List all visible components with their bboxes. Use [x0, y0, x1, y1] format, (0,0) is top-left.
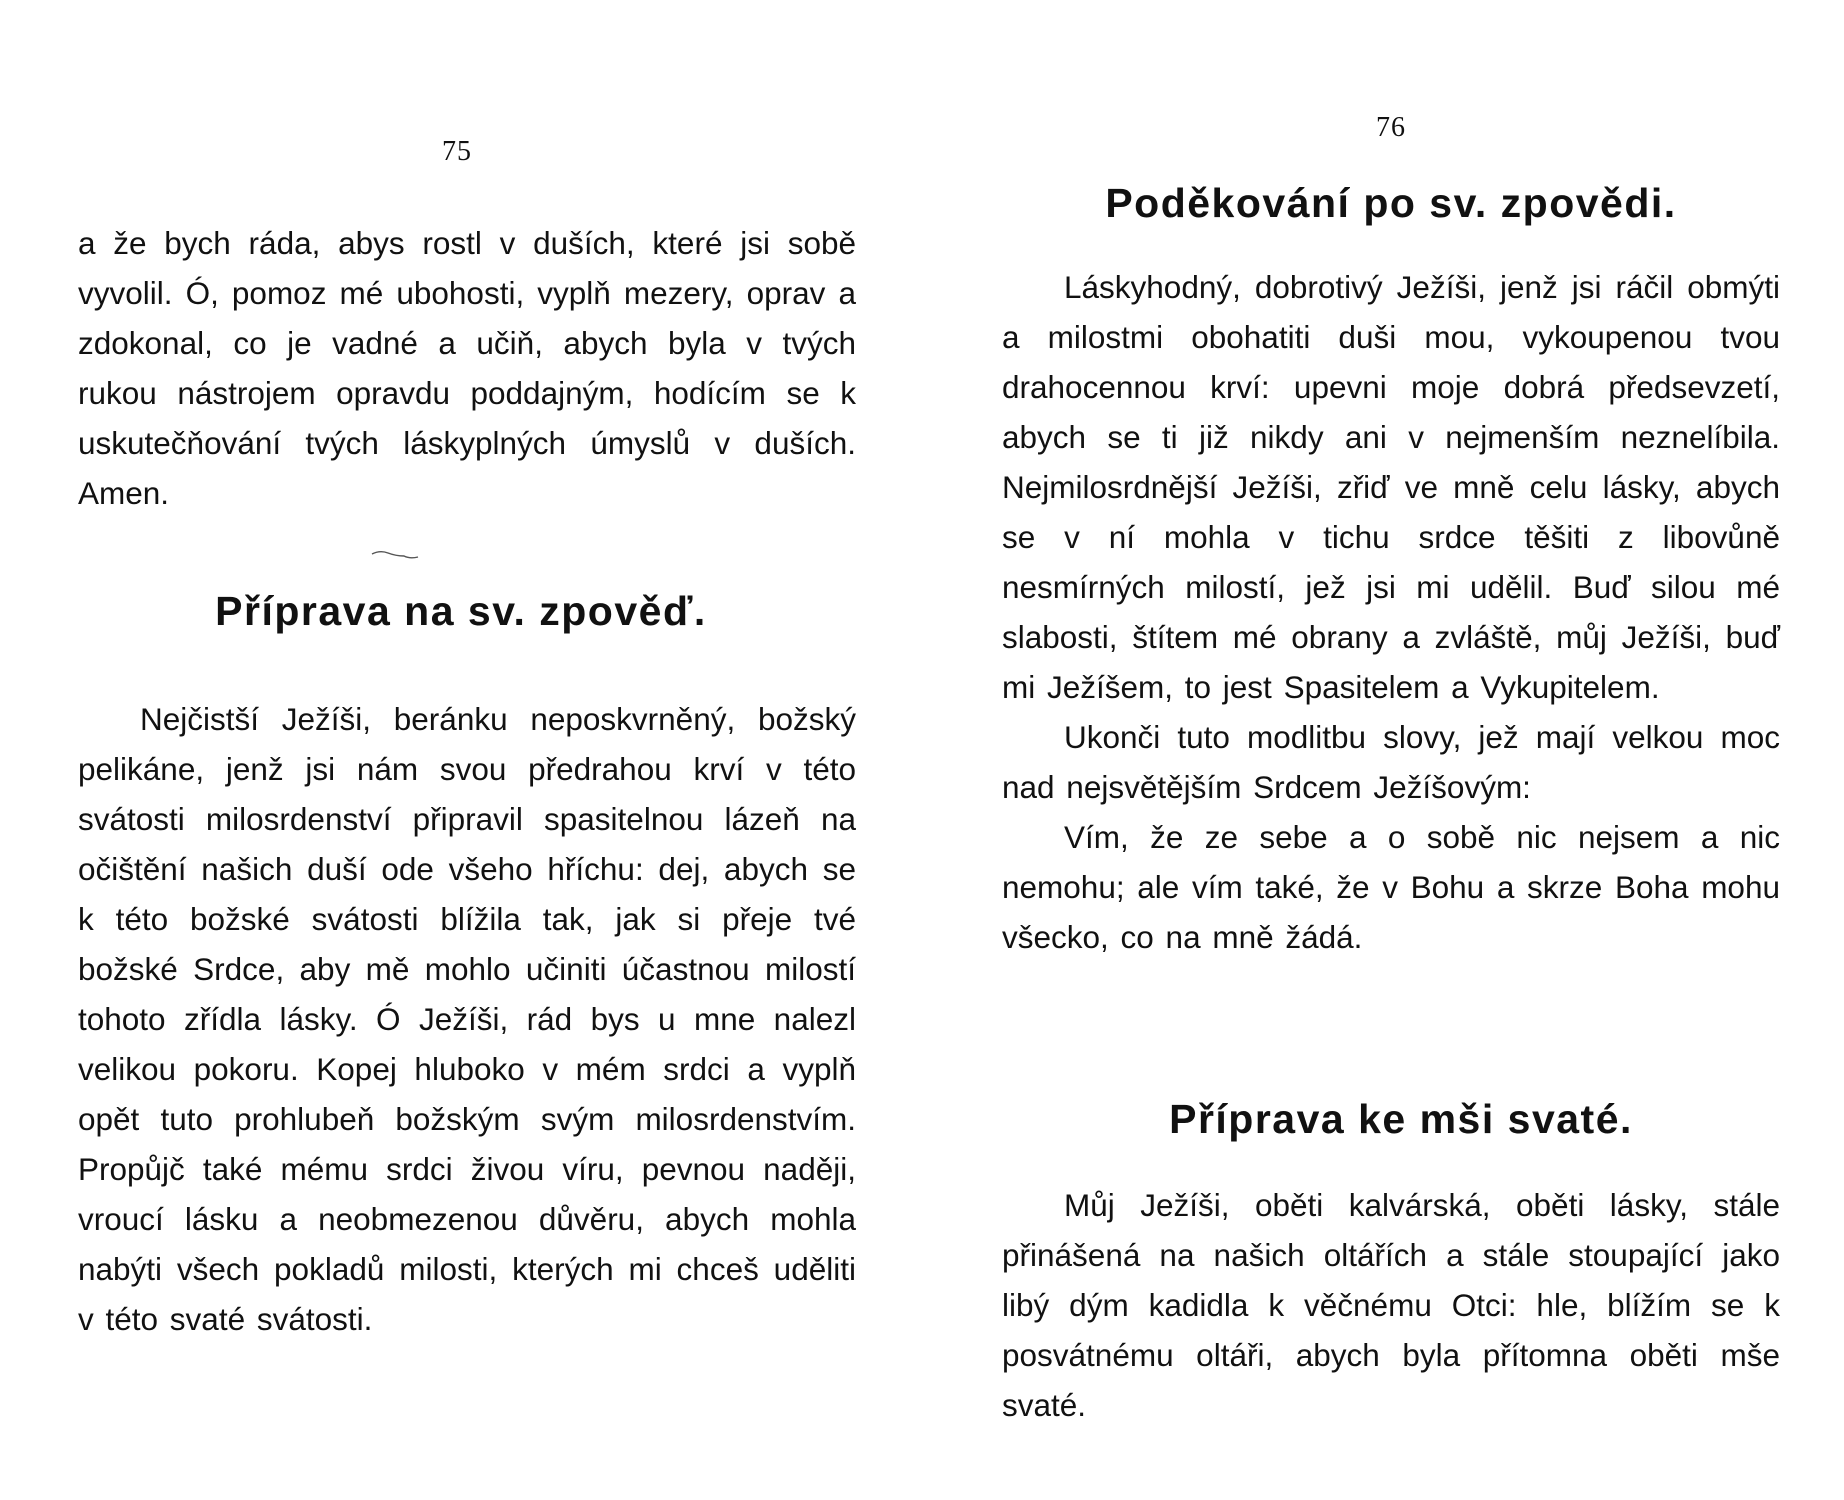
priprava-zpoved-paragraph: Nejčistší Ježíši, beránku neposkvrněný, božský pelikáne, jenž jsi nám svou předrahou krví v této svátosti milosrdenství připravil spasitelnou lázeň na očištění našich duší ode všeho hříchu: dej, abych se k této božské svátosti blížila tak, jak si přeje tvé božské Srdce, aby mě mohlo učiniti účastnou milostí tohoto zřídla lásky. Ó Ježíši, rád bys u mne nalezl velikou pokoru. Kopej hluboko v mém srdci a vyplň opět tuto prohlubeň božským svým milosrdenstvím. Propůjč také mému srdci živou víru, pevnou naději, vroucí lásku a neobmezenou důvěru, abych mohla nabýti všech pokladů milosti, kterých mi chceš uděliti v této svaté svátosti. — [78, 701, 856, 1337]
heading-podekovani: Poděkování po sv. zpovědi. — [1105, 180, 1677, 226]
podekovani-paragraph-2: Ukonči tuto modlitbu slovy, jež mají velkou moc nad nejsvětějším Srdcem Ježíšovým: — [1002, 719, 1780, 805]
ornament-squiggle — [370, 548, 422, 562]
podekovani-paragraph-3: Vím, že ze sebe a o sobě nic nejsem a nic nemohu; ale vím také, že v Bohu a skrze Boha mohu všecko, co na mně žádá. — [1002, 819, 1780, 955]
priprava-zpoved-block — [78, 694, 856, 1344]
continuation-paragraph: a že bych ráda, abys rostl v duších, které jsi sobě vyvolil. Ó, pomoz mé ubohosti, vyplň mezery, oprav a zdokonal, co je vadné a učiň, abych byla v tvých rukou nástrojem opravdu poddajným, hodícím se k uskutečňování tvých láskyplných úmyslů v duších. Amen. — [78, 225, 856, 511]
priprava-mse-paragraph: Můj Ježíši, oběti kalvárská, oběti lásky, stále přinášená na našich oltářích a stále stoupající jako libý dým kadidla k věčnému Otci: hle, blížím se k posvátnému oltáři, abych byla přítomna oběti mše svaté. — [1002, 1187, 1780, 1423]
podekovani-paragraph-1: Láskyhodný, dobrotivý Ježíši, jenž jsi ráčil obmýti a milostmi obohatiti duši mou, vykoupenou tvou drahocennou krví: upevni moje dobrá předsevzetí, abych se ti již nikdy ani v nejmenším neznelíbila. Nejmilosrdnější Ježíši, zřiď ve mně celu lásky, abych se v ní mohla v tichu srdce těšiti z libovůně nesmírných milostí, jež jsi mi udělil. Buď silou mé slabosti, štítem mé obrany a zvláště, můj Ježíši, buď mi Ježíšem, to jest Spasitelem a Vykupitelem. — [1002, 269, 1780, 705]
continuation-block — [78, 218, 856, 518]
page-number-left: 75 — [442, 136, 472, 167]
page-number-right: 76 — [1376, 112, 1406, 143]
priprava-mse-block — [1002, 1180, 1780, 1430]
heading-priprava-mse: Příprava ke mši svaté. — [1169, 1096, 1633, 1142]
heading-priprava-zpoved: Příprava na sv. zpověď. — [215, 588, 707, 634]
podekovani-block — [1002, 262, 1780, 962]
